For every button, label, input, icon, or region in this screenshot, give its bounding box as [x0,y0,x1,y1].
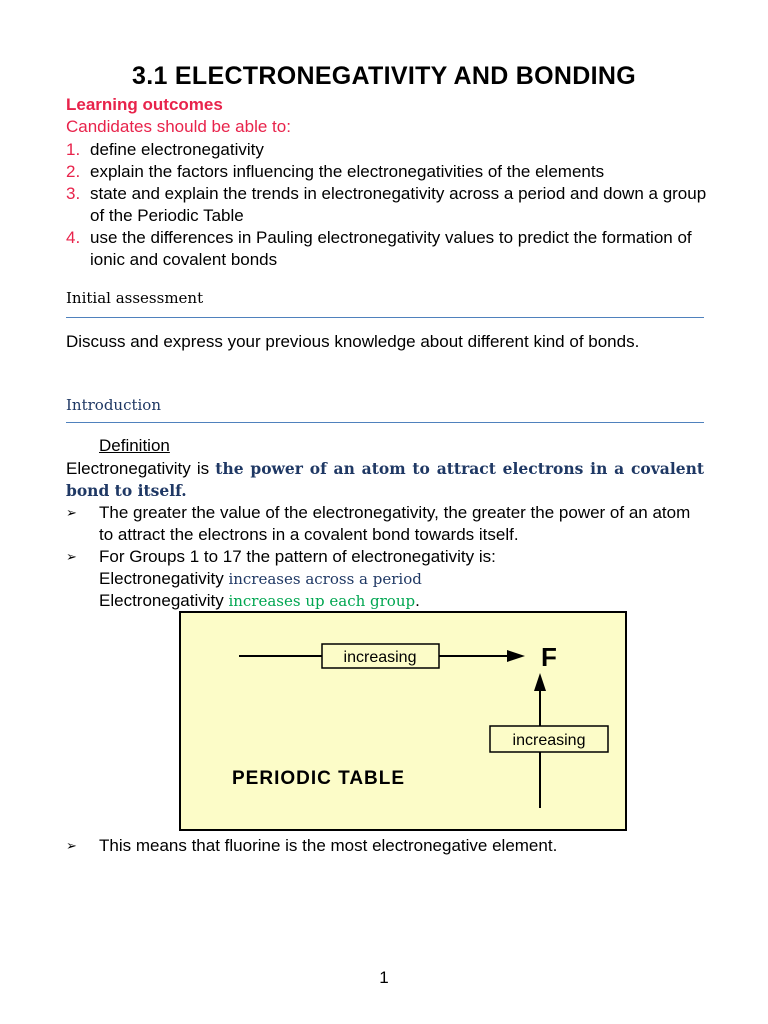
arrow-bullet-icon: ➢ [66,505,77,520]
arrow-bullet-icon: ➢ [66,549,77,564]
trend-line-period [99,569,422,588]
introduction-heading: Introduction [66,396,161,414]
list-text: use the differences in Pauling electronegativity values to predict the formation of ionic and covalent bonds [90,228,692,269]
electronegativity-trend-figure [179,611,631,833]
fluorine-symbol: F [541,642,557,672]
definition-lead: Electronegativity is [66,459,216,478]
horizontal-increasing-label: increasing [343,649,417,666]
learning-outcomes-heading: Learning outcomes [66,95,223,114]
list-text: state and explain the trends in electronegativity across a period and down a group of the Periodic Table [90,184,707,225]
trend-end: . [415,591,420,610]
list-item [66,139,716,161]
list-item [66,161,716,183]
list-item [66,183,716,227]
initial-assessment-heading: Initial assessment [66,289,204,307]
list-text: explain the factors influencing the electronegativities of the elements [90,162,605,181]
list-number: 4. [66,228,81,247]
page-title: 3.1 ELECTRONEGATIVITY AND BONDING [132,62,636,90]
vertical-increasing-label: increasing [512,732,586,749]
learning-outcomes-list [66,139,716,271]
section-divider [66,422,704,423]
bullet-item [66,835,706,857]
trend-group-text: increases up each group [228,592,416,610]
trend-lead: Electronegativity [99,569,229,588]
list-item [66,227,716,271]
definition-text [66,458,704,502]
arrow-bullet-icon: ➢ [66,838,77,853]
trend-diagram [179,611,631,833]
periodic-table-caption: PERIODIC TABLE [232,768,406,789]
trend-period-text: increases across a period [228,570,422,588]
trend-line-group [99,591,420,610]
bullet-text: This means that fluorine is the most electronegative element. [99,836,558,855]
bullet-item [66,502,706,546]
bullet-item [66,546,706,612]
definition-label: Definition [99,436,170,455]
bullet-text [99,546,706,612]
list-number: 2. [66,162,81,181]
trend-lead: Electronegativity [99,591,229,610]
list-number: 1. [66,140,81,159]
section-divider [66,317,704,318]
definition-emphasis: the power of an atom to attract electrons in a covalent bond to itself. [66,459,704,500]
page-number: 1 [379,968,389,987]
learning-outcomes-intro: Candidates should be able to: [66,117,291,136]
list-text: define electronegativity [90,140,264,159]
initial-assessment-text: Discuss and express your previous knowledge about different kind of bonds. [66,332,640,351]
list-number: 3. [66,184,81,203]
groups-pattern-text: For Groups 1 to 17 the pattern of electronegativity is: [99,547,496,566]
bullet-text: The greater the value of the electronegativity, the greater the power of an atom to attract the electrons in a covalent bond towards itself. [99,503,691,544]
